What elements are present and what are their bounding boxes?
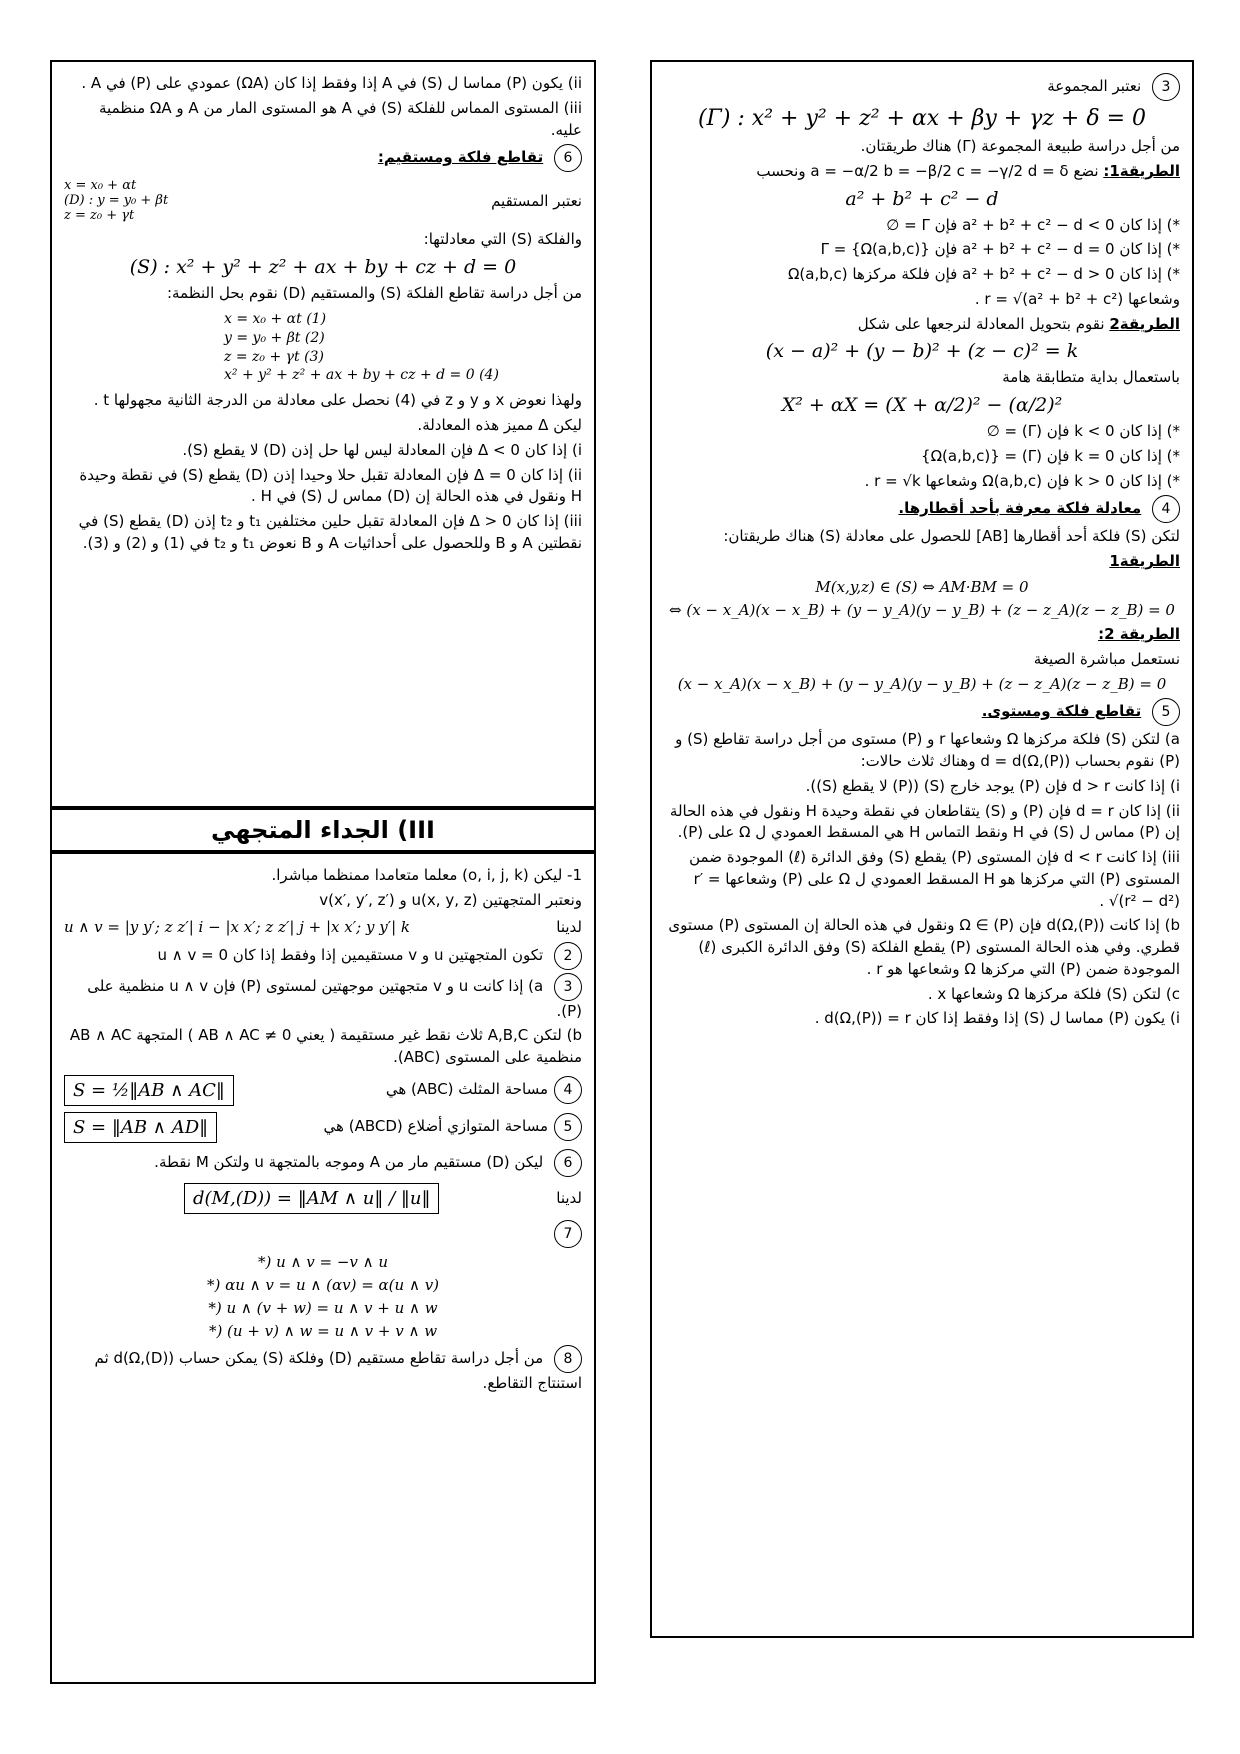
cross-product-formula: لدينا u ∧ v = |y y′; z z′| i − |x x′; z z′| j + |x x′; y y′| k bbox=[64, 917, 582, 936]
vectors-definition: ونعتبر المتجهتين u(x, y, z) و v(x′, y′, z′) bbox=[319, 890, 582, 909]
section-5-b: b) إذا كانت d(Ω,(P)) فإن Ω ∈ (P) ونقول في هذه الحالة إن المستوى (P) مستوى قطري. وفي هذه الحالة المستوى (P) يقطع الفلكة (S) وفق الدائرة الكبرى (ℓ) الموجودة ضمن (P) التي مركزها Ω وشعاعها هو r . bbox=[668, 916, 1180, 978]
section-4-equation-2: ⇔ (x − x_A)(x − x_B) + (y − y_A)(y − y_B) + (z − z_A)(z − z_B) = 0 bbox=[669, 600, 1175, 619]
delta-negative: i) إذا كان Δ < 0 فإن المعادلة ليس لها حل إذن (D) لا يقطع (S). bbox=[182, 440, 582, 459]
section-4-method-2-text: نستعمل مباشرة الصيغة bbox=[1033, 649, 1180, 668]
section-3-intro: 3 نعتبر المجموعة bbox=[664, 73, 1180, 101]
section-5-iii: iii) إذا كانت d < r فإن المستوى (P) يقطع (S) وفق الدائرة (ℓ) الموجودة ضمن المستوى (P) التي مركزها هو H المسقط العمودي ل Ω على (P) وشعاعها r′ = √(r² − d²) . bbox=[689, 848, 1180, 910]
delta-positive: iii) إذا كان Δ > 0 فإن المعادلة تقبل حلين مختلفين t₁ و t₂ إذن (D) يقطع (S) في نقطتين A و B وللحصول على أحداثيات A و B نعوض t₁ و t₂ في (1) و (2) و (3). bbox=[78, 512, 582, 552]
section-4-title: 4 معادلة فلكة معرفة بأحد أقطارها. bbox=[664, 495, 1180, 523]
sphere-equation: (S) : x² + y² + z² + ax + by + cz + d = 0 bbox=[129, 256, 517, 278]
distance-formula-row: لدينا d(M,(D)) = ‖AM ∧ u‖ / ‖u‖ bbox=[64, 1183, 582, 1214]
gamma-equation: (Γ) : x² + y² + z² + αx + βy + γz + δ = 0 bbox=[697, 106, 1147, 131]
item-3b: b) لتكن A,B,C ثلاث نقط غير مستقيمة ( يعني AB ∧ AC ≠ 0 ) المتجهة AB ∧ AC منظمية على المستوى (ABC). bbox=[69, 1026, 582, 1066]
substitution-text: ولهذا نعوض x و y و z في (4) نحصل على معادلة من الدرجة الثانية مجهولها t . bbox=[93, 391, 582, 410]
property-1: *) u ∧ v = −v ∧ u bbox=[257, 1252, 389, 1271]
section-5-title: 5 تقاطع فلكة ومستوى. bbox=[664, 698, 1180, 726]
method-1-case-3-radius: وشعاعها r = √(a² + b² + c²) . bbox=[974, 289, 1180, 308]
section-number-6: 6 bbox=[554, 144, 582, 172]
section-number-5: 5 bbox=[1152, 698, 1180, 726]
section-4-method-2: الطريقة 2: bbox=[1098, 624, 1180, 643]
sphere-intro: والفلكة (S) التي معادلتها: bbox=[423, 230, 582, 249]
method-1-case-3: *) إذا كان a² + b² + c² − d > 0 فإن فلكة مركزها Ω(a,b,c) bbox=[787, 265, 1180, 283]
method-2: الطريقة2 نقوم بتحويل المعادلة لنرجعها على شكل bbox=[857, 314, 1180, 333]
item-7: 7 bbox=[64, 1220, 582, 1248]
item-8: 8 من أجل دراسة تقاطع مستقيم (D) وفلكة (S) يمكن حساب d(Ω,(D)) ثم استنتاج التقاطع. bbox=[64, 1345, 582, 1395]
discriminant-text: ليكن Δ مميز هذه المعادلة. bbox=[417, 416, 582, 435]
item-4: 4مساحة المثلث (ABC) هي S = ½‖AB ∧ AC‖ bbox=[64, 1075, 582, 1106]
intersection-study: من أجل دراسة تقاطع الفلكة (S) والمستقيم (D) نقوم بحل النظمة: bbox=[166, 284, 582, 302]
section-5-ii: ii) إذا كان d = r فإن (P) و (S) يتقاطعان في نقطة وحيدة H ونقول في هذه الحالة إن (P) مماس ل (S) في H ونقط التماس H هي المسقط العمودي ل Ω على (P). bbox=[669, 801, 1180, 842]
section-4-method-1: الطريقة1 bbox=[1109, 552, 1180, 570]
method-1-case-1: *) إذا كان a² + b² + c² − d < 0 فإن Γ = ∅ bbox=[886, 215, 1180, 234]
left-top-column bbox=[50, 60, 596, 808]
method-1-expression: a² + b² + c² − d bbox=[845, 187, 999, 210]
item-6: 6 ليكن (D) مستقيم مار من A وموجه بالمتجهة u ولتكن M نقطة. bbox=[64, 1149, 582, 1177]
method-2-identity-label: باستعمال بداية متطابقة هامة bbox=[1002, 368, 1180, 387]
line-definition: نعتبر المستقيم x = x₀ + αt (D) : y = y₀ + βt z = z₀ + γt bbox=[64, 178, 582, 224]
section-5-i: i) إذا كانت d > r فإن (P) يوجد خارج (S) ((P) لا يقطع (S)). bbox=[805, 776, 1180, 795]
gamma-intro: من أجل دراسة طبيعة المجموعة (Γ) هناك طريقتان. bbox=[860, 137, 1180, 155]
method-2-identity: X² + αX = (X + α/2)² − (α/2)² bbox=[781, 394, 1063, 416]
frame-definition: 1- ليكن (o, i, j, k) معلما متعامدا ممنظما مباشرا. bbox=[271, 866, 582, 884]
left-bottom-column bbox=[50, 852, 596, 1684]
section-title-band: III) الجداء المتجهي bbox=[50, 808, 596, 852]
line-system: x = x₀ + αt (D) : y = y₀ + βt z = z₀ + γt bbox=[64, 178, 169, 224]
method-2-case-3: *) إذا كان k > 0 فإن Ω(a,b,c) وشعاعها r = √k . bbox=[864, 471, 1180, 490]
section-number-4: 4 bbox=[1152, 495, 1180, 523]
intersection-system: x = x₀ + αt (1) y = y₀ + βt (2) z = z₀ + γt (3) x² + y² + z² + ax + by + cz + d = 0 (4) bbox=[224, 310, 499, 384]
section-6-title: 6 تقاطع فلكة ومستقيم: bbox=[64, 144, 582, 172]
tangent-plane: iii) المستوى المماس للفلكة (S) في A هو المستوى المار من A و ΩA منظمية عليه. bbox=[99, 98, 582, 139]
delta-zero: ii) إذا كان Δ = 0 فإن المعادلة تقبل حلا وحيدا إذن (D) يقطع (S) في نقطة وحيدة H ونقول في هذه الحالة إن (D) مماس ل (S) في H . bbox=[79, 465, 582, 506]
property-4: *) (u + v) ∧ w = u ∧ v + v ∧ w bbox=[208, 1321, 438, 1340]
distance-formula: d(M,(D)) = ‖AM ∧ u‖ / ‖u‖ bbox=[184, 1183, 439, 1214]
section-4-equation-1: M(x,y,z) ∈ (S) ⇔ AM·BM = 0 bbox=[815, 577, 1029, 596]
method-2-case-2: *) إذا كان k = 0 فإن (Γ) = {Ω(a,b,c)} bbox=[921, 446, 1180, 465]
item-2: 2 تكون المتجهتين u و v مستقيمين إذا وفقط إذا كان u ∧ v = 0 bbox=[64, 942, 582, 970]
right-column bbox=[650, 60, 1194, 1638]
section-4-text: لتكن (S) فلكة أحد أقطارها [AB] للحصول على معادلة (S) هناك طريقتان: bbox=[723, 527, 1180, 546]
method-2-case-1: *) إذا كان k < 0 فإن (Γ) = ∅ bbox=[986, 422, 1180, 440]
triangle-area-formula: S = ½‖AB ∧ AC‖ bbox=[64, 1075, 234, 1106]
section-4-equation-3: (x − x_A)(x − x_B) + (y − y_A)(y − y_B) + (z − z_A)(z − z_B) = 0 bbox=[677, 675, 1167, 694]
property-3: *) u ∧ (v + w) = u ∧ v + u ∧ w bbox=[208, 1298, 438, 1317]
item-3a: 3 a) إذا كانت u و v متجهتين موجهتين لمستوى (P) فإن u ∧ v منظمية على (P). bbox=[64, 973, 582, 1023]
section-5-a: a) لتكن (S) فلكة مركزها Ω وشعاعها r و (P) مستوى من أجل دراسة تقاطع (S) و (P) نقوم بحساب d = d(Ω,(P)) وهناك ثلاث حالات: bbox=[675, 730, 1180, 770]
method-1-case-2: *) إذا كان a² + b² + c² − d = 0 فإن Γ = {Ω(a,b,c)} bbox=[820, 240, 1180, 259]
tangent-condition: ii) يكون (P) مماسا ل (S) في A إذا وفقط إذا كان (ΩA) عمودي على (P) في A . bbox=[81, 74, 582, 92]
method-2-equation: (x − a)² + (y − b)² + (z − c)² = k bbox=[765, 340, 1079, 363]
section-5-c: c) لتكن (S) فلكة مركزها Ω وشعاعها x . bbox=[927, 984, 1180, 1003]
method-1: الطريقة1: نضع a = −α/2 b = −β/2 c = −γ/2 d = δ ونحسب bbox=[756, 161, 1180, 180]
section-number-3: 3 bbox=[1152, 73, 1180, 101]
parallelogram-area-formula: S = ‖AB ∧ AD‖ bbox=[64, 1112, 217, 1143]
section-5-c-i: i) يكون (P) مماسا ل (S) إذا وفقط إذا كان d(Ω,(P)) = r . bbox=[814, 1009, 1180, 1028]
property-2: *) αu ∧ v = u ∧ (αv) = α(u ∧ v) bbox=[206, 1275, 440, 1294]
item-5: 5مساحة المتوازي أضلاع (ABCD) هي S = ‖AB ∧ AD‖ bbox=[64, 1112, 582, 1143]
